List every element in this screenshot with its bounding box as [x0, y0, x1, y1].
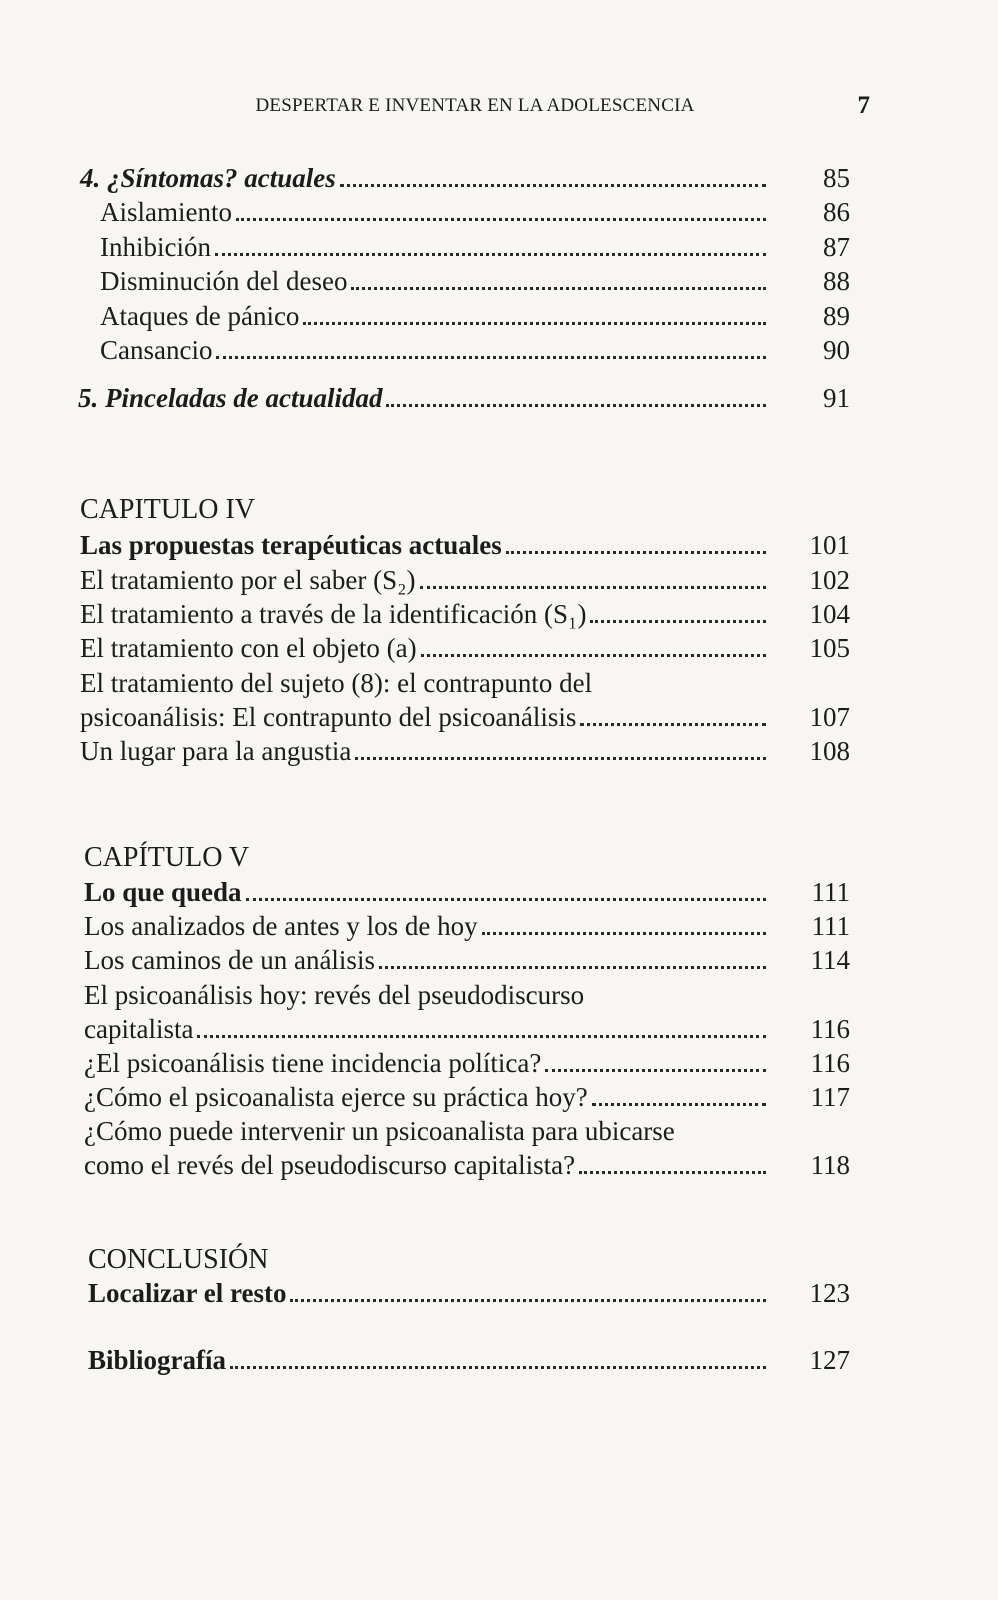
toc-entry [84, 1079, 850, 1115]
toc-entry-title: Un lugar para la angustia [80, 736, 352, 766]
toc-entry-title: ¿El psicoanálisis tiene incidencia política? [84, 1048, 542, 1078]
dot-leader [351, 285, 766, 290]
toc-entry-page: 86 [823, 197, 850, 227]
toc-entry [80, 630, 850, 666]
toc-entry-section-5 [78, 380, 850, 416]
toc-entry-page: 111 [811, 877, 850, 907]
toc-entry-page: 114 [810, 945, 850, 975]
chapter-4-label: CAPITULO IV [80, 494, 255, 525]
toc-entry-page: 87 [823, 232, 850, 262]
toc-entry-section-4 [80, 160, 850, 196]
chapter-4-heading [80, 527, 850, 563]
toc-entry [100, 194, 850, 230]
dot-leader [340, 182, 766, 187]
toc-entry-title: 5. Pinceladas de actualidad [78, 383, 383, 413]
dot-leader [197, 1033, 766, 1038]
toc-entry [84, 942, 850, 978]
toc-entry-page: 101 [809, 530, 850, 560]
dot-leader [215, 251, 766, 256]
toc-entry-title: El tratamiento con el objeto (a) [80, 633, 417, 663]
toc-entry [80, 596, 850, 632]
toc-entry [80, 562, 850, 598]
toc-entry-title: capitalista [84, 1014, 194, 1044]
toc-entry-title: Cansancio [100, 335, 213, 365]
toc-entry-page: 88 [823, 266, 850, 296]
dot-leader [246, 896, 766, 901]
toc-entry [80, 699, 850, 735]
toc-entry-title: Lo que queda [84, 877, 242, 907]
toc-entry-page: 102 [809, 565, 850, 595]
dot-leader [290, 1297, 766, 1302]
dot-leader [420, 584, 766, 589]
chapter-5-heading [84, 874, 850, 910]
bibliography-entry [88, 1342, 850, 1378]
dot-leader [230, 1364, 766, 1369]
toc-entry [84, 908, 850, 944]
toc-entry-line: El tratamiento del sujeto (8): el contrapunto del [80, 668, 593, 698]
toc-entry-page: 118 [810, 1150, 850, 1180]
toc-entry [100, 298, 850, 334]
toc-entry-page: 104 [809, 599, 850, 629]
toc-entry-title: Disminución del deseo [100, 266, 348, 296]
dot-leader [421, 652, 766, 657]
toc-entry [100, 332, 850, 368]
toc-entry-page: 123 [809, 1278, 850, 1308]
toc-entry [84, 1045, 850, 1081]
chapter-5-label: CAPÍTULO V [84, 842, 250, 873]
toc-entry-line: El psicoanálisis hoy: revés del pseudodiscurso [84, 980, 585, 1010]
toc-entry-line: ¿Cómo puede intervenir un psicoanalista para ubicarse [84, 1116, 675, 1146]
dot-leader [482, 930, 766, 935]
dot-leader [579, 1169, 766, 1174]
running-header-title: DESPERTAR E INVENTAR EN LA ADOLESCENCIA [255, 95, 695, 116]
toc-entry-page: 85 [823, 163, 850, 193]
toc-entry-title: Los analizados de antes y los de hoy [84, 911, 478, 941]
page-number: 7 [857, 92, 870, 119]
dot-leader [590, 618, 766, 623]
toc-entry-title: Aislamiento [100, 197, 232, 227]
toc-entry-title: Los caminos de un análisis [84, 945, 375, 975]
toc-entry-page: 90 [823, 335, 850, 365]
toc-entry-title: Ataques de pánico [100, 301, 300, 331]
toc-entry-title: ¿Cómo el psicoanalista ejerce su práctica hoy? [84, 1082, 588, 1112]
toc-entry-page: 107 [809, 702, 850, 732]
toc-entry-title: Bibliografía [88, 1345, 227, 1375]
toc-entry-title: Inhibición [100, 232, 211, 262]
toc-entry [84, 1011, 850, 1047]
dot-leader [506, 549, 766, 554]
toc-entry-title: psicoanálisis: El contrapunto del psicoanálisis [80, 702, 577, 732]
dot-leader [216, 354, 766, 359]
conclusion-heading [88, 1275, 850, 1311]
dot-leader [386, 402, 766, 407]
toc-entry-title: como el revés del pseudodiscurso capitalista? [84, 1150, 576, 1180]
toc-entry [80, 733, 850, 769]
toc-entry-page: 117 [810, 1082, 850, 1112]
toc-entry-title: Las propuestas terapéuticas actuales [80, 530, 502, 560]
running-header [80, 88, 870, 124]
dot-leader [580, 721, 766, 726]
conclusion-label: CONCLUSIÓN [88, 1244, 269, 1275]
toc-entry-page: 116 [810, 1048, 850, 1078]
toc-entry-page: 127 [809, 1345, 850, 1375]
toc-entry-page: 105 [809, 633, 850, 663]
dot-leader [379, 964, 766, 969]
toc-entry [100, 263, 850, 299]
toc-entry [100, 229, 850, 265]
toc-entry-page: 116 [810, 1014, 850, 1044]
toc-entry-page: 111 [811, 911, 850, 941]
toc-entry-title: El tratamiento a través de la identificación (S₁) [80, 599, 587, 629]
toc-entry-title: El tratamiento por el saber (S₂) [80, 565, 416, 595]
dot-leader [355, 755, 766, 760]
toc-entry-page: 91 [823, 383, 850, 413]
toc-entry-title: 4. ¿Síntomas? actuales [80, 163, 336, 193]
toc-entry-page: 108 [809, 736, 850, 766]
dot-leader [545, 1067, 766, 1072]
toc-entry [84, 1147, 850, 1183]
dot-leader [592, 1101, 766, 1106]
dot-leader [236, 216, 766, 221]
toc-entry-page: 89 [823, 301, 850, 331]
toc-entry-title: Localizar el resto [88, 1278, 287, 1308]
dot-leader [303, 320, 766, 325]
